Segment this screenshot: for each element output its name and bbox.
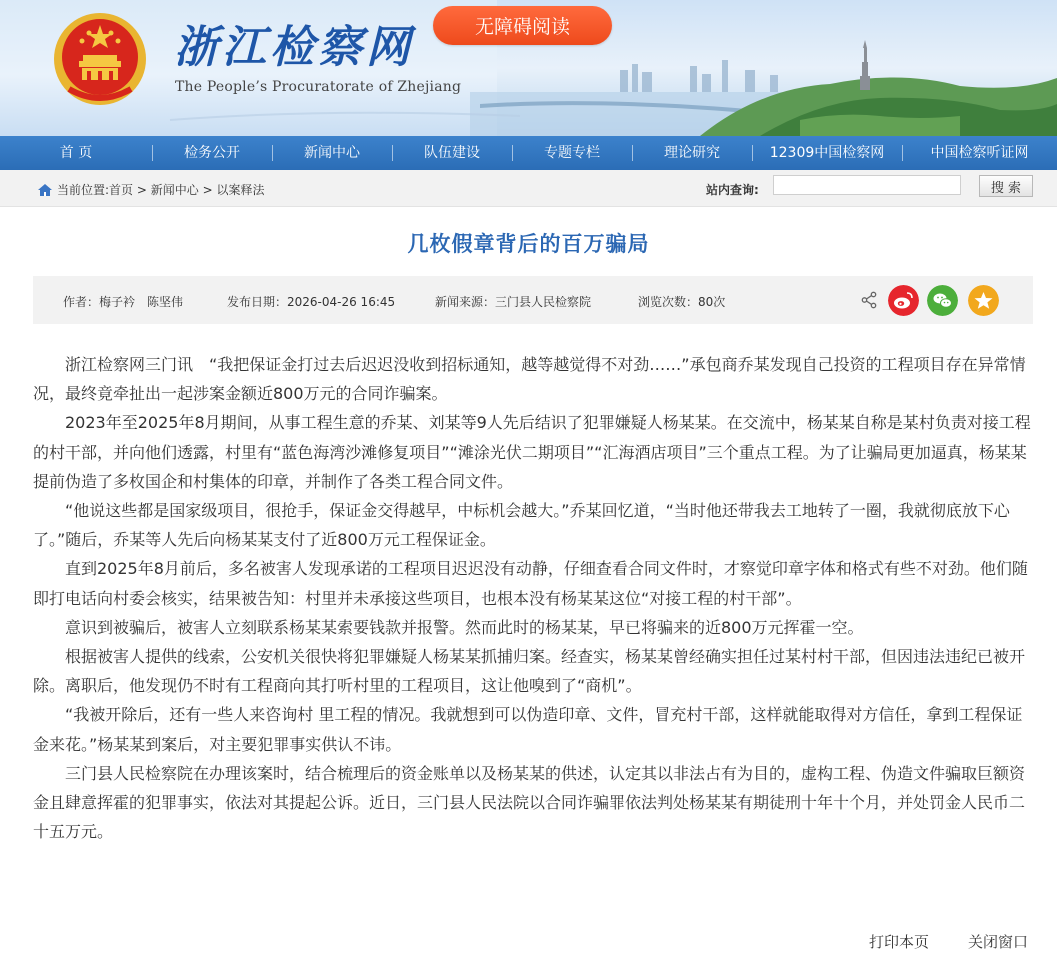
article-paragraph: 浙江检察网三门讯 “我把保证金打过去后迟迟没收到招标通知，越等越觉得不对劲……”承包商乔某发现自己投资的工程项目存在异常情况，最终竟牵扯出一起涉案金额近800万元的合同诈骗案。 <box>33 355 1026 404</box>
article-paragraph: “他说这些都是国家级项目，很抢手，保证金交得越早，中标机会越大。”乔某回忆道，“当时他还带我去工地转了一圈，我就彻底放下心了。”随后，乔某等人先后向杨某某支付了近800万元工程保证金。 <box>33 501 1010 550</box>
breadcrumb-case-law[interactable]: 以案释法 <box>216 183 265 197</box>
article-title: 几枚假章背后的百万骗局 <box>407 232 650 256</box>
article-source: 新闻来源：三门县人民检察院 <box>435 295 592 309</box>
nav-item-theory-research[interactable]: 理论研究 <box>632 136 752 170</box>
article-paragraph: 意识到被骗后，被害人立刻联系杨某某索要钱款并报警。然而此时的杨某某，早已将骗来的近800万元挥霍一空。 <box>65 617 864 637</box>
print-page-link[interactable]: 打印本页 <box>869 933 930 951</box>
nav-item-home[interactable]: 首 页 <box>59 145 93 161</box>
nav-item-special-topics[interactable]: 专题专栏 <box>512 136 632 170</box>
main-navigation <box>0 136 1057 170</box>
search-label: 站内查询: <box>706 183 759 197</box>
favorite-icon[interactable] <box>968 285 999 316</box>
breadcrumb-separator: > <box>198 182 217 197</box>
breadcrumb-separator: > <box>133 182 151 197</box>
article-body <box>33 350 1033 846</box>
article-date: 发布日期：2026-04-26 16:45 <box>227 295 396 309</box>
site-subtitle: The People’s Procuratorate of Zhejiang <box>175 79 462 95</box>
article-author: 作者：梅子衿 陈坚伟 <box>63 295 184 309</box>
home-icon <box>38 184 52 196</box>
article-meta-bar <box>33 276 1033 324</box>
article-paragraph: 根据被害人提供的线索，公安机关很快将犯罪嫌疑人杨某某抓捕归案。经查实，杨某某曾经确实担任过某村村干部，但因违法违纪已被开除。离职后，他发现仍不时有工程商向其打听村里的工程项目，这让他嗅到了“商机”。 <box>33 647 1026 696</box>
nav-item-12309-procuratorate[interactable]: 12309中国检察网 <box>752 136 902 170</box>
nav-item-hearing-network[interactable]: 中国检察听证网 <box>902 136 1057 170</box>
search-button[interactable]: 搜 索 <box>979 175 1033 197</box>
article-paragraph: “我被开除后，还有一些人来咨询村 里工程的情况。我就想到可以伪造印章、文件，冒充村干部，这样就能取得对方信任，拿到工程保证金来花。”杨某某到案后，对主要犯罪事实供认不讳。 <box>33 705 1023 754</box>
breadcrumb-news-center[interactable]: 新闻中心 <box>150 183 199 197</box>
nav-item-procuratorial-affairs[interactable]: 检务公开 <box>152 136 272 170</box>
accessibility-reading-button[interactable]: 无障碍阅读 <box>433 6 612 45</box>
article-views: 浏览次数：80次 <box>638 295 726 309</box>
nav-item-news-center[interactable]: 新闻中心 <box>272 136 392 170</box>
article-paragraph: 三门县人民检察院在办理该案时，结合梳理后的资金账单以及杨某某的供述，认定其以非法占有为目的，虚构工程、伪造文件骗取巨额资金且肆意挥霍的犯罪事实，依法对其提起公诉。近日，三门县人民法院以合同诈骗罪依法判处杨某某有期徒刑十年十个月，并处罚金人民币二十五万元。 <box>33 763 1026 842</box>
site-search-input[interactable] <box>773 175 961 195</box>
site-header <box>0 0 1057 136</box>
close-window-link[interactable]: 关闭窗口 <box>968 933 1029 951</box>
breadcrumb <box>38 181 264 198</box>
site-title: 浙江检察网 <box>174 22 414 73</box>
article-paragraph: 直到2025年8月前后，多名被害人发现承诺的工程项目迟迟没有动静，仔细查看合同文件时，才察觉印章字体和格式有些不对劲。他们随即打电话向村委会核实，结果被告知：村里并未承接这些项目，也根本没有杨某某这位“对接工程的村干部”。 <box>33 559 1028 608</box>
nav-item-team-building[interactable]: 队伍建设 <box>392 136 512 170</box>
wechat-icon[interactable] <box>927 285 958 316</box>
breadcrumb-home[interactable]: 首页 <box>109 183 134 197</box>
breadcrumb-prefix: 当前位置: <box>57 183 110 197</box>
weibo-icon[interactable] <box>888 285 919 316</box>
national-emblem-logo <box>49 11 151 109</box>
article-paragraph: 2023年至2025年8月期间，从事工程生意的乔某、刘某等9人先后结识了犯罪嫌疑人杨某某。在交流中，杨某某自称是某村负责对接工程的村干部，并向他们透露，村里有“蓝色海湾沙滩修复项目”“滩涂光伏二期项目”“汇海酒店项目”三个重点工程。为了让骗局更加逼真，杨某某提前伪造了多枚国企和村集体的印章，并制作了各类工程合同文件。 <box>33 413 1031 491</box>
location-bar <box>0 170 1057 207</box>
share-icon[interactable] <box>861 291 877 309</box>
